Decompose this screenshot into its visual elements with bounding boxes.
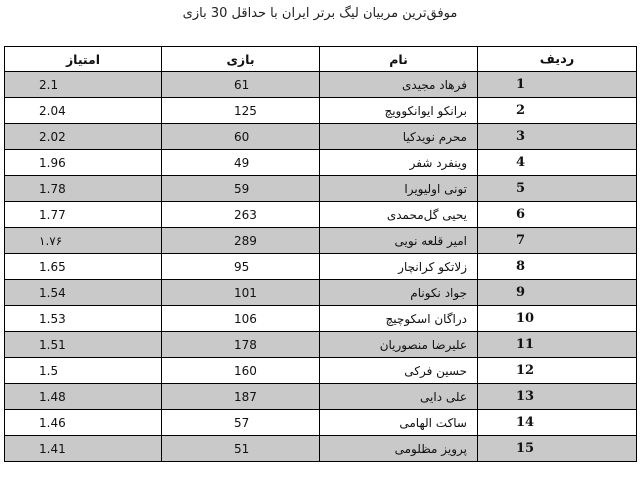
table-header-row (5, 47, 637, 72)
cell-rank: 1 (478, 72, 637, 98)
cell-rank: 13 (478, 384, 637, 410)
table-row (5, 254, 637, 280)
table-row (5, 98, 637, 124)
cell-games: 125 (162, 98, 320, 124)
cell-rank: 5 (478, 176, 637, 202)
cell-score: 1.78 (5, 176, 162, 202)
cell-score: 2.04 (5, 98, 162, 124)
cell-name: ساکت الهامی (320, 410, 478, 436)
table-row (5, 358, 637, 384)
cell-games: 49 (162, 150, 320, 176)
table-row (5, 124, 637, 150)
cell-name: علیرضا منصوریان (320, 332, 478, 358)
cell-games: 59 (162, 176, 320, 202)
cell-rank: 8 (478, 254, 637, 280)
cell-score: 1.48 (5, 384, 162, 410)
cell-rank: 2 (478, 98, 637, 124)
cell-games: 106 (162, 306, 320, 332)
table-row (5, 228, 637, 254)
cell-score: 1.53 (5, 306, 162, 332)
cell-score: 1.77 (5, 202, 162, 228)
cell-name: محرم نویدکیا (320, 124, 478, 150)
cell-name: یحیی گل‌محمدی (320, 202, 478, 228)
cell-score: 1.5 (5, 358, 162, 384)
cell-rank: 12 (478, 358, 637, 384)
cell-score: 1.96 (5, 150, 162, 176)
table-row (5, 332, 637, 358)
cell-games: 178 (162, 332, 320, 358)
table-row (5, 150, 637, 176)
cell-games: 101 (162, 280, 320, 306)
cell-rank: 4 (478, 150, 637, 176)
cell-games: 263 (162, 202, 320, 228)
cell-name: وینفرد شفر (320, 150, 478, 176)
cell-score: ۱.۷۶ (5, 228, 162, 254)
cell-score: 1.46 (5, 410, 162, 436)
table-row (5, 72, 637, 98)
cell-name: زلاتکو کرانچار (320, 254, 478, 280)
cell-name: برانکو ایوانکوویچ (320, 98, 478, 124)
cell-name: پرویز مظلومی (320, 436, 478, 462)
cell-name: فرهاد مجیدی (320, 72, 478, 98)
cell-games: 60 (162, 124, 320, 150)
cell-rank: 11 (478, 332, 637, 358)
header-name: نام (320, 47, 478, 72)
cell-games: 51 (162, 436, 320, 462)
cell-score: 1.41 (5, 436, 162, 462)
header-score: امتیاز (5, 47, 162, 72)
header-rank: ردیف (478, 47, 637, 72)
cell-name: امیر قلعه نویی (320, 228, 478, 254)
table-row (5, 176, 637, 202)
table-row (5, 202, 637, 228)
cell-games: 95 (162, 254, 320, 280)
table-row (5, 436, 637, 462)
coaches-table (4, 46, 637, 462)
header-games: بازی (162, 47, 320, 72)
table-row (5, 410, 637, 436)
table-row (5, 280, 637, 306)
table-row (5, 306, 637, 332)
cell-score: 1.65 (5, 254, 162, 280)
cell-rank: 14 (478, 410, 637, 436)
cell-rank: 9 (478, 280, 637, 306)
cell-score: 2.1 (5, 72, 162, 98)
cell-games: 160 (162, 358, 320, 384)
cell-name: تونی اولیویرا (320, 176, 478, 202)
cell-score: 1.54 (5, 280, 162, 306)
cell-rank: 7 (478, 228, 637, 254)
cell-name: جواد نکونام (320, 280, 478, 306)
table-row (5, 384, 637, 410)
cell-score: 2.02 (5, 124, 162, 150)
cell-name: حسین فرکی (320, 358, 478, 384)
cell-rank: 3 (478, 124, 637, 150)
cell-games: 289 (162, 228, 320, 254)
table-title: موفق‌ترین مربیان لیگ برتر ایران با حداقل 30 بازی (182, 6, 458, 21)
cell-games: 187 (162, 384, 320, 410)
cell-rank: 10 (478, 306, 637, 332)
cell-name: علی دایی (320, 384, 478, 410)
cell-games: 61 (162, 72, 320, 98)
cell-rank: 15 (478, 436, 637, 462)
cell-name: دراگان اسکوچیچ (320, 306, 478, 332)
cell-score: 1.51 (5, 332, 162, 358)
cell-games: 57 (162, 410, 320, 436)
cell-rank: 6 (478, 202, 637, 228)
